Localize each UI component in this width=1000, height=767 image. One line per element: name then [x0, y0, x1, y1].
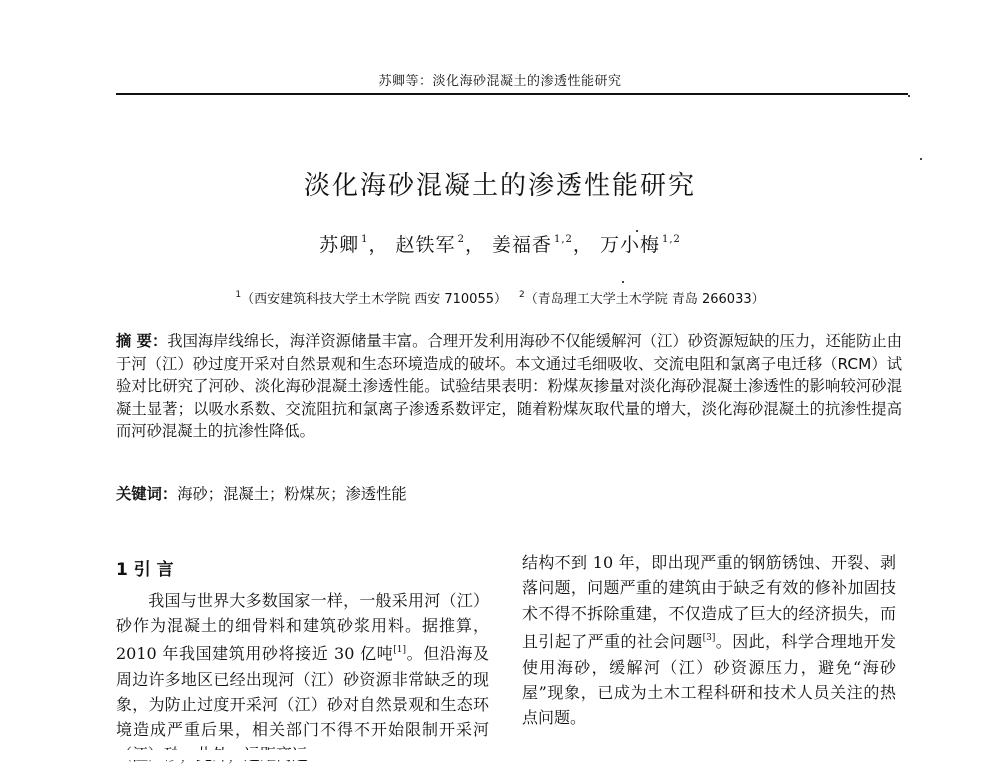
paragraph-text: 我国与世界大多数国家一样，一般采用河（江）砂作为混凝土的细骨料和建筑砂浆用料。据推算，2010 年我国建筑用砂将接近 30 亿吨 [116, 591, 489, 664]
running-header: 苏卿等：淡化海砂混凝土的渗透性能研究 [378, 74, 622, 89]
keywords [116, 482, 902, 504]
scan-speck [622, 281, 624, 283]
author-name: 赵铁军 [395, 234, 456, 256]
affil-mark: 1 [235, 290, 242, 300]
paragraph-text: 结构不到 10 年，即出现严重的钢筋锈蚀、开裂、剥落问题，问题严重的建筑由于缺乏有效的修补加固技术不得不拆除重建，不仅造成了巨大的经济损失，而且引起了严重的社会问题 [522, 553, 896, 652]
scan-speck [920, 158, 922, 160]
author-name: 苏卿 [319, 234, 360, 256]
author-affil-mark: 1 [361, 234, 369, 245]
abstract [116, 330, 902, 443]
affiliations [0, 288, 1000, 307]
paragraph-text: 。因此，科学合理地开发使用海砂，缓解河（江）砂资源压力，避免“海砂屋”现象，已成为土木工程科研和技术人员关注的热点问题。 [522, 632, 896, 728]
keywords-text: 海砂；混凝土；粉煤灰；渗透性能 [177, 485, 407, 503]
paper-title: 淡化海砂混凝土的渗透性能研究 [303, 171, 696, 201]
scan-speck [636, 230, 638, 232]
header-rule [116, 93, 908, 95]
body-column-left [116, 588, 489, 767]
section-heading: 1 引 言 [116, 560, 174, 580]
author-affil-mark: 2 [457, 234, 465, 245]
keywords-label: 关键词： [116, 485, 178, 503]
citation-ref: [1] [393, 645, 407, 656]
affil-mark: 2 [519, 290, 525, 300]
affiliation-2: （青岛理工大学土木学院 青岛 266033） [524, 292, 765, 307]
abstract-label: 摘 要： [116, 332, 168, 350]
author-affil-mark: 1,2 [661, 234, 681, 245]
author-name: 万小梅 [599, 234, 660, 256]
body-column-right [522, 550, 896, 731]
scan-speck [908, 95, 910, 97]
author-affil-mark: 1,2 [554, 234, 573, 245]
author-name: 姜福香 [491, 234, 552, 256]
paragraph-text: 。但沿海及周边许多地区已经出现河（江）砂资源非常缺乏的现象，为防止过度开采河（江）砂对自然景观和生态环境造成严重后果，相关部门不得不开始限制开采河 [116, 644, 489, 740]
author-list: 苏卿 $^1$， 赵铁军 $^2$， 姜福香 $^{1,2}$， 万小梅 $^{1,2}$ [319, 234, 681, 256]
page-cut [0, 750, 1000, 760]
abstract-text: 我国海岸线绵长，海洋资源储量丰富。合理开发利用海砂不仅能缓解河（江）砂资源短缺的压力，还能防止由于河（江）砂过度开采对自然景观和生态环境造成的破坏。本文通过毛细吸收、交流电阻和氯离子电迁移（RCM）试验对比研究了河砂、淡化海砂混凝土渗透性能。试验结果表明：粉煤灰掺量对淡化海砂混凝土渗透性的影响较河砂混凝土显著；以吸水系数、交流阻抗和氯离子渗透系数评定，随着粉煤灰取代量的增大，淡化海砂混凝土的抗渗性提高而河砂混凝土的抗渗性降低。 [116, 332, 902, 440]
citation-ref: [3] [702, 633, 716, 644]
affiliation-1: （西安建筑科技大学土木学院 西安 710055） [241, 292, 507, 307]
